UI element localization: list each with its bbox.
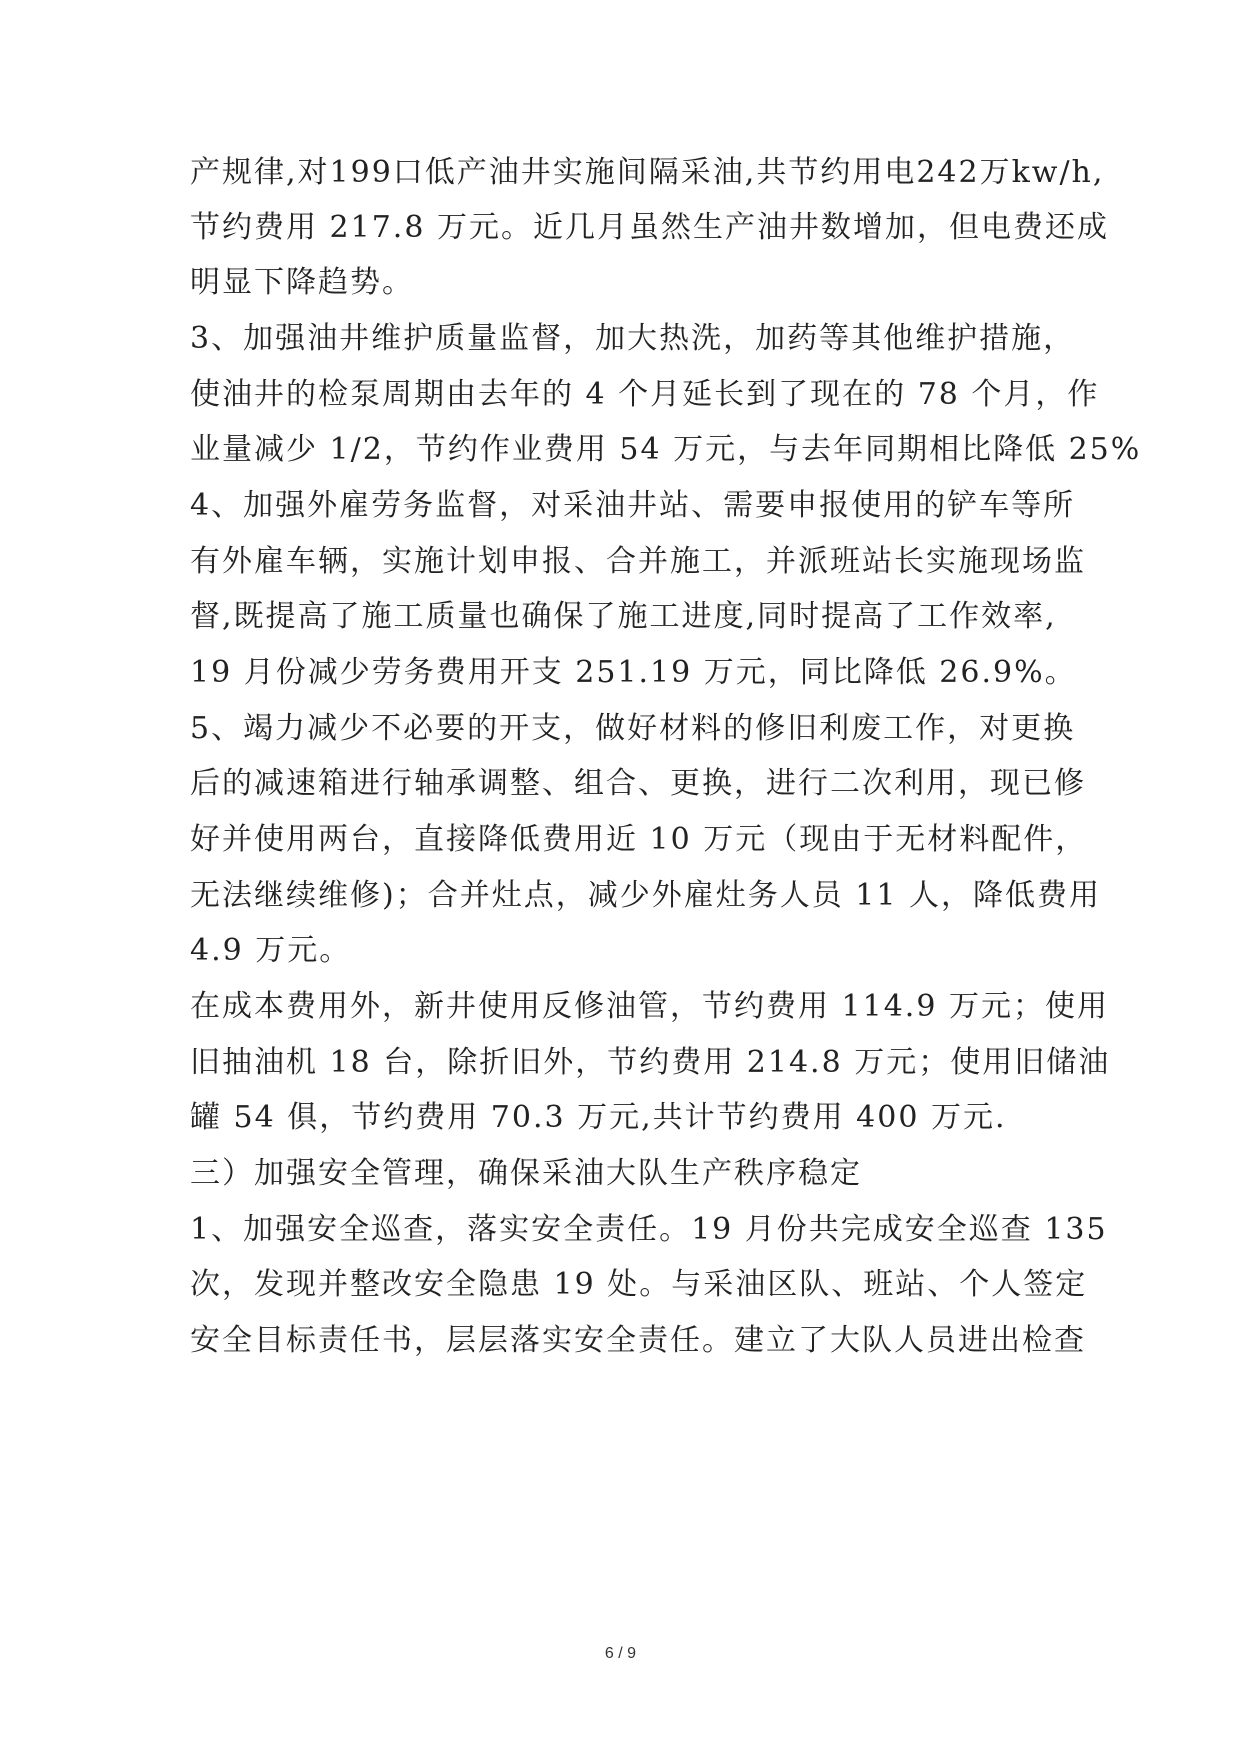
page-number: 6 / 9 — [604, 1645, 637, 1662]
text-line: 5、竭力减少不必要的开支，做好材料的修旧利废工作，对更换 — [190, 711, 1076, 746]
text-line: 次，发现并整改安全隐患 19 处。与采油区队、班站、个人签定 — [190, 1267, 1088, 1302]
text-line: 罐 54 俱，节约费用 70.3 万元,共计节约费用 400 万元. — [190, 1100, 1007, 1135]
text-line: 使油井的检泵周期由去年的 4 个月延长到了现在的 78 个月，作 — [190, 377, 1100, 412]
text-line: 19 月份减少劳务费用开支 251.19 万元，同比降低 26.9%。 — [190, 655, 1077, 690]
text-line: 在成本费用外，新井使用反修油管，节约费用 114.9 万元；使用 — [190, 989, 1109, 1024]
section-heading: 三）加强安全管理，确保采油大队生产秩序稳定 — [190, 1156, 862, 1191]
text-line: 明显下降趋势。 — [190, 265, 414, 300]
text-line: 好并使用两台，直接降低费用近 10 万元（现由于无材料配件， — [190, 822, 1088, 857]
text-line: 有外雇车辆，实施计划申报、合并施工，并派班站长实施现场监 — [190, 544, 1086, 579]
text-line: 旧抽油机 18 台，除折旧外，节约费用 214.8 万元；使用旧储油 — [190, 1045, 1111, 1080]
text-line: 安全目标责任书，层层落实安全责任。建立了大队人员进出检查 — [190, 1323, 1086, 1358]
text-line: 业量减少 1/2，节约作业费用 54 万元，与去年同期相比降低 25% — [190, 432, 1142, 467]
text-line: 节约费用 217.8 万元。近几月虽然生产油井数增加，但电费还成 — [190, 210, 1109, 245]
text-line: 无法继续维修)；合并灶点，减少外雇灶务人员 11 人，降低费用 — [190, 878, 1101, 913]
text-line: 后的减速箱进行轴承调整、组合、更换，进行二次利用，现已修 — [190, 766, 1086, 801]
text-line: 4、加强外雇劳务监督，对采油井站、需要申报使用的铲车等所 — [190, 488, 1076, 523]
text-line: 3、加强油井维护质量监督，加大热洗，加药等其他维护措施， — [190, 321, 1076, 356]
text-line: 产规律,对199口低产油井实施间隔采油,共节约用电242万kw/h, — [190, 155, 1105, 190]
text-line: 1、加强安全巡查，落实安全责任。19 月份共完成安全巡查 135 — [190, 1212, 1108, 1247]
text-line: 4.9 万元。 — [190, 933, 352, 968]
text-line: 督,既提高了施工质量也确保了施工进度,同时提高了工作效率, — [190, 599, 1057, 634]
